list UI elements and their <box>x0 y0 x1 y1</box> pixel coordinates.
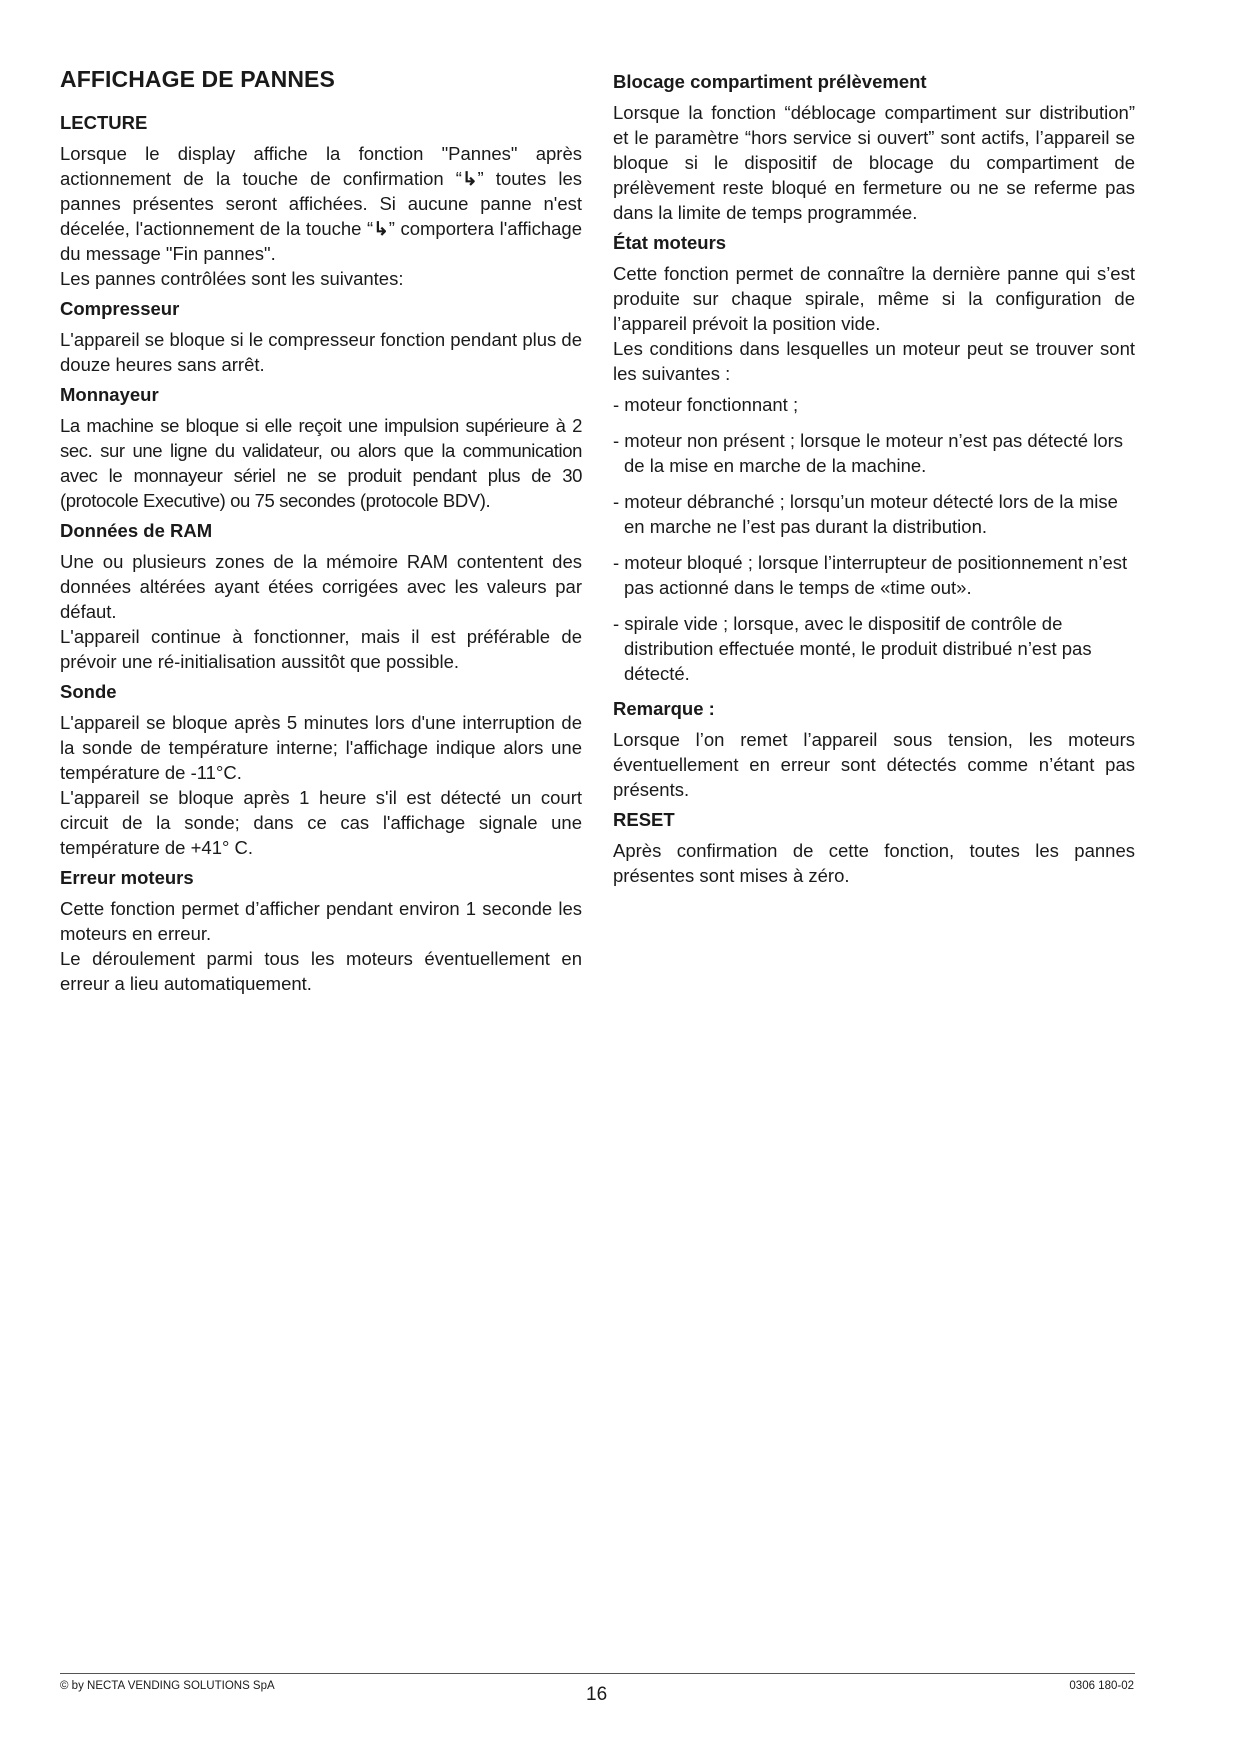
section-etat-moteurs <box>613 231 1135 686</box>
section-lecture <box>60 111 582 291</box>
compresseur-text: L'appareil se bloque si le compresseur fonction pendant plus de douze heures sans arrêt. <box>60 329 582 375</box>
remarque-text: Lorsque l’on remet l’appareil sous tension, les moteurs éventuellement en erreur sont détectés comme n’étant pas présents. <box>613 729 1135 800</box>
heading-compresseur: Compresseur <box>60 298 180 319</box>
list-item: - moteur fonctionnant ; <box>613 394 799 415</box>
erreur-text-1: Cette fonction permet d’afficher pendant environ 1 seconde les moteurs en erreur. <box>60 898 582 944</box>
list-item: - moteur non présent ; lorsque le moteur n’est pas détecté lors de la mise en marche de la machine. <box>613 430 1124 476</box>
etat-text-2: Les conditions dans lesquelles un moteur peut se trouver sont les suivantes : <box>613 338 1135 384</box>
section-blocage <box>613 70 1135 225</box>
motor-conditions-list <box>613 392 1135 686</box>
list-item: - spirale vide ; lorsque, avec le dispositif de contrôle de distribution effectuée monté, le produit distribué n’est pas détecté. <box>613 613 1092 684</box>
right-column <box>613 70 1135 894</box>
etat-text-1: Cette fonction permet de connaître la dernière panne qui s’est produite sur chaque spirale, même si la configuration de l’appareil prévoit la position vide. <box>613 263 1135 334</box>
sonde-text-2: L'appareil se bloque après 1 heure s'il est détecté un court circuit de la sonde; dans ce cas l'affichage signale une température de +41° C. <box>60 787 582 858</box>
heading-lecture: LECTURE <box>60 112 148 133</box>
footer-copyright: © by NECTA VENDING SOLUTIONS SpA <box>60 1680 275 1692</box>
confirm-arrow-icon: ↳ <box>373 218 389 239</box>
left-column <box>60 66 582 1002</box>
section-monnayeur <box>60 383 582 513</box>
heading-etat-moteurs: État moteurs <box>613 232 727 253</box>
lecture-paragraph-2: Les pannes contrôlées sont les suivantes: <box>60 268 404 289</box>
heading-sonde: Sonde <box>60 681 117 702</box>
section-erreur-moteurs <box>60 866 582 996</box>
section-remarque <box>613 697 1135 802</box>
section-reset <box>613 808 1135 888</box>
heading-blocage: Blocage compartiment prélèvement <box>613 71 927 92</box>
sonde-text-1: L'appareil se bloque après 5 minutes lors d'une interruption de la sonde de température interne; l'affichage indique alors une température de -11°C. <box>60 712 582 783</box>
heading-erreur-moteurs: Erreur moteurs <box>60 867 194 888</box>
erreur-text-2: Le déroulement parmi tous les moteurs éventuellement en erreur a lieu automatiquement. <box>60 948 582 994</box>
heading-reset: RESET <box>613 809 675 830</box>
heading-remarque: Remarque : <box>613 698 715 719</box>
confirm-arrow-icon: ↳ <box>461 168 478 189</box>
section-ram <box>60 519 582 674</box>
heading-monnayeur: Monnayeur <box>60 384 159 405</box>
monnayeur-text: La machine se bloque si elle reçoit une impulsion supérieure à 2 sec. sur une ligne du validateur, ou alors que la communication avec le monnayeur sériel ne se produit pendant plus de 30 (protocole Executive) ou 75 secondes (protocole BDV). <box>60 415 582 511</box>
ram-text-2: L'appareil continue à fonctionner, mais il est préférable de prévoir une ré-initialisation aussitôt que possible. <box>60 626 582 672</box>
document-code: 0306 180-02 <box>1069 1680 1134 1692</box>
ram-text-1: Une ou plusieurs zones de la mémoire RAM contentent des données altérées ayant étées corrigées avec les valeurs par défaut. <box>60 551 582 622</box>
lecture-paragraph: Lorsque le display affiche la fonction "Pannes" après actionnement de la touche de confirmation “↳” toutes les pannes présentes seront affichées. Si aucune panne n'est décelée, l'actionnement de la touche “↳” comportera l'affichage du message "Fin pannes". <box>60 143 582 264</box>
section-sonde <box>60 680 582 860</box>
list-item: - moteur débranché ; lorsqu’un moteur détecté lors de la mise en marche ne l’est pas durant la distribution. <box>613 491 1118 537</box>
reset-text: Après confirmation de cette fonction, toutes les pannes présentes sont mises à zéro. <box>613 840 1135 886</box>
footer-divider <box>60 1673 1135 1674</box>
heading-ram: Données de RAM <box>60 520 213 541</box>
list-item: - moteur bloqué ; lorsque l’interrupteur de positionnement n’est pas actionné dans le temps de «time out». <box>613 552 1128 598</box>
blocage-text: Lorsque la fonction “déblocage compartiment sur distribution” et le paramètre “hors service si ouvert” sont actifs, l’appareil se bloque si le dispositif de blocage du compartiment de prélèvement reste bloqué en fermeture ou ne se referme pas dans la limite de temps programmée. <box>613 102 1135 223</box>
section-compresseur <box>60 297 582 377</box>
page-title: AFFICHAGE DE PANNES <box>60 66 335 92</box>
page-number: 16 <box>586 1684 608 1705</box>
